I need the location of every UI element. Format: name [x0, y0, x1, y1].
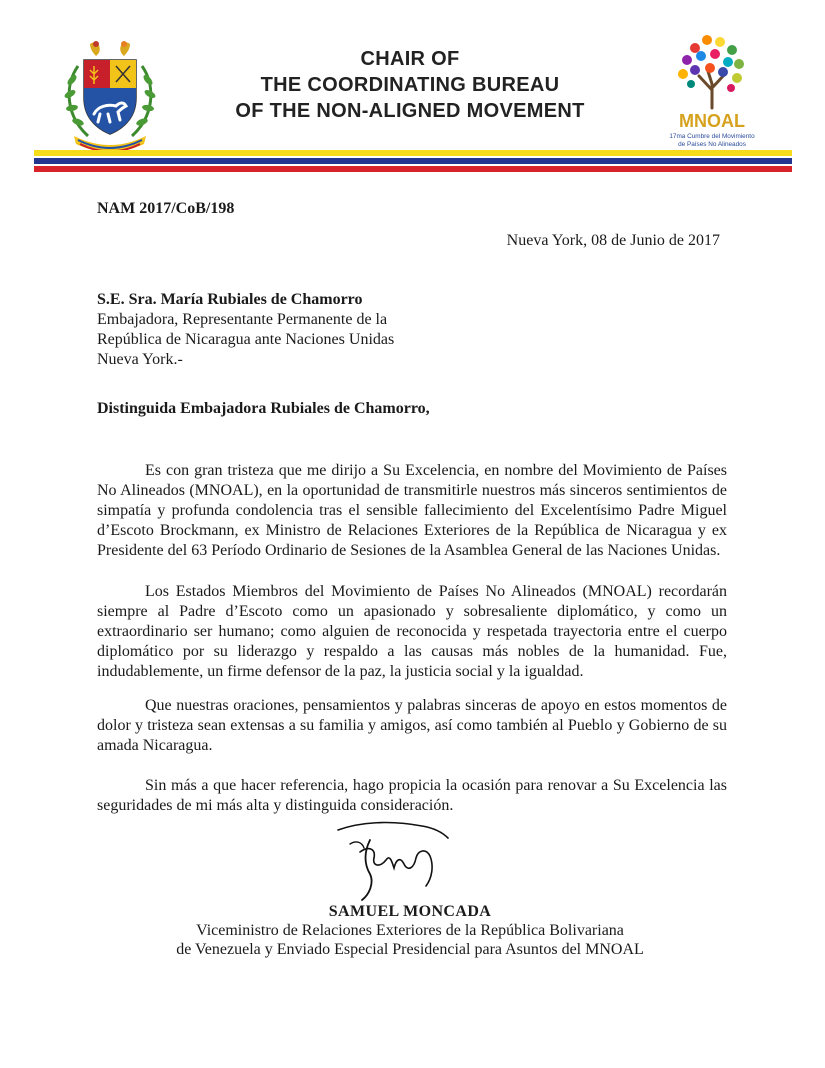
header-title-line-1: CHAIR OF [360, 48, 460, 70]
signer-title-line-1: Viceministro de Relaciones Exteriores de la República Bolivariana [196, 922, 624, 939]
signer-block [160, 902, 660, 959]
paragraph-1: Es con gran tristeza que me dirijo a Su Excelencia, en nombre del Movimiento de Países No Alineados (MNOAL), en la oportunidad de transmitirle nuestros más sinceros sentimientos de simpatía y profunda condolencia tras el sensible fallecimiento del Excelentísimo Padre Miguel d’Escoto Brockmann, ex Ministro de Relaciones Exteriores de la República de Nicaragua y ex Presidente del 63 Período Ordinario de Sesiones de la Asamblea General de las Naciones Unidas. [97, 462, 727, 559]
handwritten-signature-icon [330, 812, 460, 904]
mnoal-logo [655, 28, 770, 158]
recipient-name: S.E. Sra. María Rubiales de Chamorro [97, 291, 363, 308]
tree-logo-icon [678, 35, 744, 108]
recipient-line-2: República de Nicaragua ante Naciones Unidas [97, 331, 395, 348]
paragraph-3: Que nuestras oraciones, pensamientos y palabras sinceras de apoyo en estos momentos de dolor y tristeza sean extensas a su familia y amigos, así como también al Pueblo y Gobierno de su amada Nicaragua. [97, 697, 727, 754]
recipient-line-1: Embajadora, Representante Permanente de la [97, 311, 388, 328]
letter-date: Nueva York, 08 de Junio de 2017 [506, 232, 720, 249]
header-title [200, 46, 620, 124]
logo-caption-line-1: 17ma Cumbre del Movimiento [669, 133, 755, 140]
header-title-line-3: OF THE NON-ALIGNED MOVEMENT [235, 100, 585, 122]
logo-caption-line-2: de Países No Alineados [678, 141, 746, 148]
paragraph-2: Los Estados Miembros del Movimiento de Países No Alineados (MNOAL) recordarán siempre al Padre d’Escoto como un apasionado y sobresaliente diplomático, y como un extraordinario ser humano; como alguien de reconocida y respetada trayectoria entre el cuerpo diplomático por su liderazgo y respaldo a las causas más nobles de la humanidad. Fue, indudablemente, un firme defensor de la paz, la justicia social y la igualdad. [97, 583, 727, 680]
stripe-yellow [34, 150, 792, 156]
signer-title-line-2: de Venezuela y Enviado Especial Presidencial para Asuntos del MNOAL [176, 941, 644, 958]
venezuela-coat-of-arms-icon [60, 36, 160, 156]
stripe-red [34, 166, 792, 172]
stripe-blue [34, 158, 792, 164]
tricolor-stripes [34, 150, 792, 172]
header-title-line-2: THE COORDINATING BUREAU [260, 74, 560, 96]
recipient-block [97, 290, 394, 370]
salutation: Distinguida Embajadora Rubiales de Chamorro, [97, 400, 430, 417]
signer-name: SAMUEL MONCADA [328, 903, 492, 920]
reference-number: NAM 2017/CoB/198 [97, 200, 235, 217]
paragraph-4: Sin más a que hacer referencia, hago propicia la ocasión para renovar a Su Excelencia las seguridades de mi más alta y distinguida consideración. [97, 777, 727, 814]
recipient-line-3: Nueva York.- [97, 351, 183, 368]
logo-wordmark: MNOAL [679, 111, 745, 131]
